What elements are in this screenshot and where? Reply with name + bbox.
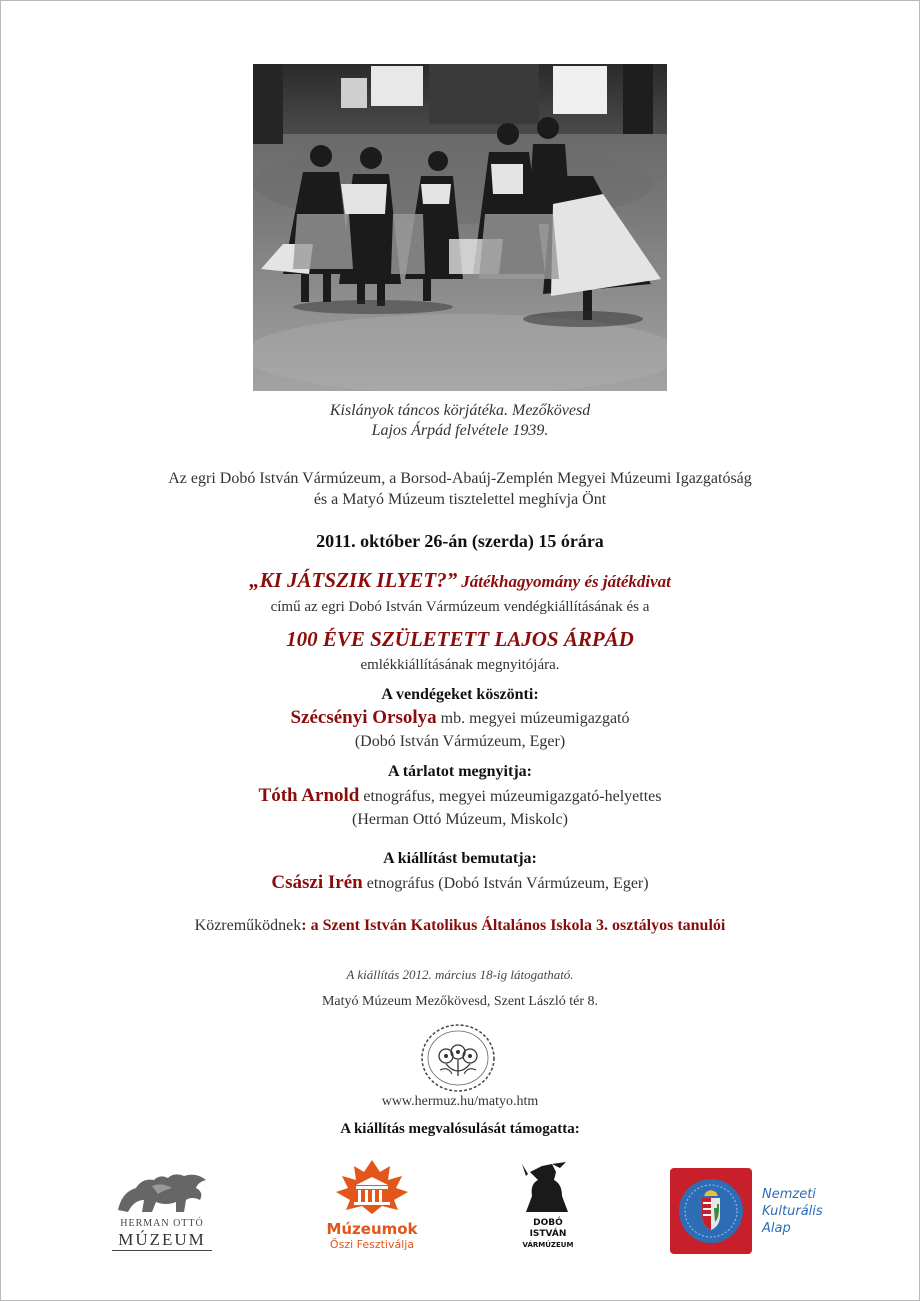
contributors-label: Közreműködnek — [194, 917, 302, 934]
herman-logo-line1: HERMAN OTTÓ — [120, 1218, 204, 1229]
website-link[interactable]: www.hermuz.hu/matyo.htm — [381, 1094, 539, 1109]
speaker2-role: A tárlatot megnyitja: — [388, 763, 532, 780]
speaker3-name: Császi Irén — [271, 872, 363, 893]
matyo-emblem-icon — [418, 1022, 498, 1094]
herman-logo-line2: MÚZEUM — [112, 1230, 212, 1251]
event-title-desc: című az egri Dobó István Vármúzeum vendégkiállításának és a — [270, 599, 650, 615]
event-title2-desc: emlékkiállításának megnyitójára. — [360, 657, 560, 673]
nka-logo-line2: Kulturális — [762, 1204, 823, 1219]
invitation-line1: Az egri Dobó István Vármúzeum, a Borsod-Abaúj-Zemplén Megyei Múzeumi Igazgatóság — [168, 470, 752, 487]
dancing-girls-photo — [253, 64, 667, 391]
dobo-logo-line2: ISTVÁN — [529, 1229, 567, 1239]
event-title-sub: Játékhagyomány és játékdivat — [461, 572, 671, 591]
hungarian-crest-icon — [670, 1168, 752, 1254]
contributors-text: : a Szent István Katolikus Általános Iskola 3. osztályos tanulói — [301, 917, 726, 934]
nka-logo-line3: Alap — [762, 1221, 791, 1236]
muzeumok-logo-line1: Múzeumok — [326, 1220, 418, 1238]
event-title2: 100 ÉVE SZÜLETETT LAJOS ÁRPÁD — [286, 627, 634, 651]
speaker2-name: Tóth Arnold — [258, 785, 360, 806]
muzeumok-oszi-fesztivalja-logo — [322, 1158, 422, 1256]
museum-address: Matyó Múzeum Mezőkövesd, Szent László tér 8. — [321, 994, 599, 1009]
event-title-main: „KI JÁTSZIK ILYET?” — [249, 568, 458, 592]
speaker3-title: etnográfus — [366, 875, 435, 892]
speaker2-title: etnográfus, megyei múzeumigazgató-helyettes — [363, 788, 662, 805]
photo-caption-line1: Kislányok táncos körjátéka. Mezőkövesd — [329, 402, 591, 419]
warrior-helmet-icon — [516, 1162, 580, 1218]
speaker1-line — [0, 707, 920, 729]
contributors — [0, 917, 920, 935]
speaker3-role: A kiállítást bemutatja: — [383, 850, 537, 867]
speaker1-name: Szécsényi Orsolya — [290, 707, 437, 728]
invitation-line2: és a Matyó Múzeum tisztelettel meghívja Önt — [313, 491, 607, 508]
photo-caption-line2: Lajos Árpád felvétele 1939. — [371, 422, 549, 439]
nka-logo-text — [762, 1186, 823, 1237]
dobo-istvan-varmuzeum-logo — [516, 1162, 580, 1258]
speaker2-org: (Herman Ottó Múzeum, Miskolc) — [352, 811, 568, 828]
speaker1-role: A vendégeket köszönti: — [381, 686, 539, 703]
nka-logo-line1: Nemzeti — [762, 1187, 816, 1202]
dobo-logo-line1: DOBÓ — [533, 1218, 563, 1228]
muzeumok-logo-line2: Őszi Fesztiválja — [329, 1238, 415, 1251]
speaker3-line — [0, 872, 920, 894]
event-title — [0, 568, 920, 593]
speaker1-org: (Dobó István Vármúzeum, Eger) — [354, 733, 566, 750]
speaker3-org: (Dobó István Vármúzeum, Eger) — [438, 875, 649, 892]
maple-leaf-icon — [322, 1158, 422, 1216]
speaker1-title: mb. megyei múzeumigazgató — [440, 710, 630, 727]
herman-otto-muzeum-logo — [112, 1170, 212, 1256]
event-date: 2011. október 26-án (szerda) 15 órára — [316, 531, 604, 551]
dobo-logo-line3: VÁRMÚZEUM — [522, 1241, 574, 1249]
nka-logo-box — [670, 1168, 752, 1254]
exhibition-open-until: A kiállítás 2012. március 18-ig látogatható. — [346, 967, 574, 982]
speaker2-line — [0, 785, 920, 807]
support-heading: A kiállítás megvalósulását támogatta: — [340, 1121, 580, 1137]
griffin-icon — [112, 1170, 212, 1216]
